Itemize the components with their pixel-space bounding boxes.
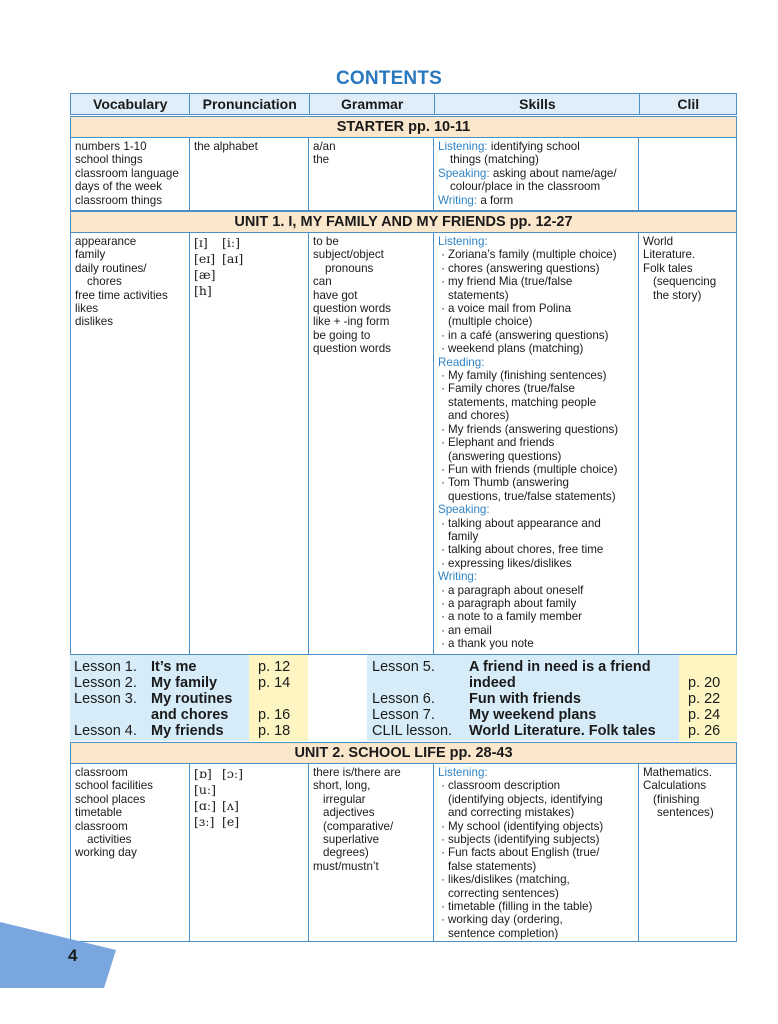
clil-item: Calculations — [643, 779, 707, 793]
bullet-icon: · — [441, 248, 445, 262]
lesson-label: Lesson 7. — [372, 707, 435, 723]
lesson-title: World Literature. Folk tales — [469, 723, 656, 739]
skill-text: questions, true/false statements) — [448, 489, 616, 503]
reading-label: Reading: — [438, 355, 485, 369]
page-number: 4 — [68, 946, 78, 965]
lesson-label: Lesson 5. — [372, 659, 435, 675]
vocab-item: days of the week — [75, 180, 163, 194]
clil-item: (sequencing — [653, 275, 717, 289]
lesson-title: Fun with friends — [469, 691, 581, 707]
skill-text: chores (answering questions) — [448, 261, 600, 275]
clil-item: World — [643, 235, 674, 248]
vocab-item: likes — [75, 302, 99, 316]
bullet-icon: · — [441, 382, 445, 396]
grammar-item: can — [313, 275, 332, 289]
lesson-title: My friends — [151, 723, 224, 739]
vocab-item: classroom — [75, 819, 128, 833]
lesson-page: p. 18 — [258, 723, 291, 739]
skill-text: classroom description — [448, 779, 561, 793]
skill-text: and correcting mistakes) — [448, 806, 575, 820]
grammar-item: a/an — [313, 140, 336, 153]
lesson-page: p. 20 — [688, 675, 721, 691]
phoneme: [h] — [194, 283, 212, 298]
skill-text: a note to a family member — [448, 610, 583, 624]
lesson-page: p. 12 — [258, 659, 291, 675]
skill-text: subjects (identifying subjects) — [448, 833, 600, 847]
lesson-label: Lesson 4. — [74, 723, 137, 739]
vocab-item: classroom language — [75, 166, 179, 180]
speaking-label: Speaking: — [438, 503, 490, 517]
pron-item: the alphabet — [194, 140, 258, 153]
lesson-title: My weekend plans — [469, 707, 597, 723]
lesson-label: CLIL lesson. — [372, 723, 453, 739]
vocab-item: school things — [75, 153, 143, 167]
skill-text: (identifying objects, identifying — [448, 792, 603, 806]
clil-item: Mathematics. — [643, 766, 712, 779]
clil-item: the story) — [653, 288, 702, 302]
skill-text: a paragraph about oneself — [448, 583, 584, 597]
skill-text: Family chores (true/false — [448, 382, 575, 396]
lesson-label: Lesson 1. — [74, 659, 137, 675]
bullet-icon: · — [441, 596, 445, 610]
header-grammar: Grammar — [310, 94, 435, 114]
bullet-icon: · — [441, 476, 445, 490]
vocab-item: school facilities — [75, 779, 153, 793]
starter-skills — [434, 138, 639, 210]
bullet-icon: · — [441, 302, 445, 316]
clil-item: Folk tales — [643, 261, 693, 275]
skill-text: false statements) — [448, 859, 537, 873]
grammar-item: pronouns — [325, 261, 374, 275]
skill-text: in a café (answering questions) — [448, 328, 609, 342]
vocab-item: school places — [75, 792, 146, 806]
bullet-icon: · — [441, 369, 445, 383]
clil-item: sentences) — [657, 806, 714, 820]
unit1-pronunciation — [190, 233, 309, 654]
bullet-icon: · — [441, 623, 445, 637]
header-clil: Clil — [677, 96, 700, 112]
unit2-vocabulary — [71, 764, 190, 941]
lesson-title: It’s me — [151, 659, 197, 675]
skill-text: my friend Mia (true/false — [448, 275, 573, 289]
grammar-item: the — [313, 153, 330, 167]
bullet-icon: · — [441, 873, 445, 887]
clil-item: Literature. — [643, 248, 696, 262]
lesson-title: My family — [151, 675, 218, 691]
skill-text: (multiple choice) — [448, 315, 533, 329]
unit1-clil — [639, 233, 735, 654]
vocab-item: family — [75, 248, 106, 262]
header-pronunciation: Pronunciation — [190, 94, 309, 114]
unit1-band: UNIT 1. I, MY FAMILY AND MY FRIENDS pp. 12-27 — [70, 211, 737, 233]
lesson-label: Lesson 6. — [372, 691, 435, 707]
lesson-page: p. 22 — [688, 691, 721, 707]
skill-text: statements, matching people — [448, 395, 597, 409]
grammar-item: must/mustn’t — [313, 859, 379, 873]
skill-text: family — [448, 529, 479, 543]
skill-text: things (matching) — [450, 153, 539, 167]
grammar-item: there is/there are — [313, 766, 401, 779]
starter-row — [70, 138, 737, 211]
bullet-icon: · — [441, 833, 445, 847]
vocab-item: numbers 1-10 — [75, 140, 147, 153]
lesson-page: p. 16 — [258, 707, 291, 723]
phoneme: [e] — [222, 814, 240, 829]
bullet-icon: · — [441, 779, 445, 793]
starter-clil — [639, 138, 735, 210]
grammar-item: to be — [313, 235, 339, 248]
bullet-icon: · — [441, 422, 445, 436]
skill-text: talking about appearance and — [448, 516, 601, 530]
unit1-vocabulary — [71, 233, 190, 654]
grammar-item: degrees) — [323, 846, 369, 860]
unit2-skills — [434, 764, 639, 941]
vocab-item: activities — [87, 833, 132, 847]
vocab-item: daily routines/ — [75, 261, 147, 275]
unit2-clil — [639, 764, 735, 941]
skill-text: sentence completion) — [448, 926, 559, 940]
bullet-icon: · — [441, 846, 445, 860]
table-header — [70, 93, 737, 115]
bullet-icon: · — [441, 328, 445, 342]
grammar-item: be going to — [313, 328, 371, 342]
vocab-item: dislikes — [75, 315, 114, 329]
speaking-label: Speaking: — [438, 166, 490, 180]
unit2-row — [70, 764, 737, 942]
phoneme: [ɔː] — [222, 766, 243, 781]
bullet-icon: · — [441, 900, 445, 914]
listening-label: Listening: — [438, 235, 488, 248]
bullet-icon: · — [441, 275, 445, 289]
starter-pronunciation — [190, 138, 309, 210]
grammar-item: question words — [313, 302, 391, 316]
unit1-grammar — [309, 233, 434, 654]
skill-text: correcting sentences) — [448, 886, 559, 900]
starter-band: STARTER pp. 10-11 — [70, 116, 737, 138]
vocab-item: classroom things — [75, 193, 162, 207]
unit1-skills — [434, 233, 639, 654]
phoneme: [ɒ] — [194, 766, 212, 781]
clil-item: (finishing — [653, 792, 700, 806]
phoneme: [ɪ] — [194, 235, 208, 250]
skill-text: colour/place in the classroom — [450, 180, 601, 194]
grammar-item: subject/object — [313, 248, 384, 262]
skill-text: Zoriana’s family (multiple choice) — [448, 248, 617, 262]
unit1-lessons — [70, 655, 737, 741]
grammar-item: short, long, — [313, 779, 371, 793]
bullet-icon: · — [441, 543, 445, 557]
grammar-item: question words — [313, 342, 391, 356]
phoneme: [eɪ] — [194, 251, 216, 266]
listening-label: Listening: — [438, 140, 488, 153]
bullet-icon: · — [441, 556, 445, 570]
skill-text: Fun facts about English (true/ — [448, 846, 600, 860]
header-skills: Skills — [435, 94, 640, 114]
grammar-item: (comparative/ — [323, 819, 394, 833]
phoneme: [ɜː] — [194, 814, 215, 829]
lesson-page: p. 14 — [258, 675, 291, 691]
phoneme: [ʌ] — [222, 798, 239, 813]
lesson-page: p. 26 — [688, 723, 721, 739]
bullet-icon: · — [441, 819, 445, 833]
bullet-icon: · — [441, 913, 445, 927]
lesson-label: Lesson 3. — [74, 691, 137, 707]
phoneme: [iː] — [222, 235, 240, 250]
unit2-pronunciation — [190, 764, 309, 941]
skill-text: expressing likes/dislikes — [448, 556, 572, 570]
vocab-item: chores — [87, 275, 122, 289]
starter-grammar — [309, 138, 434, 210]
writing-label: Writing: — [438, 570, 478, 584]
grammar-item: superlative — [323, 833, 380, 847]
skill-text: identifying school — [490, 140, 580, 153]
lesson-title-cont: and chores — [151, 707, 229, 723]
skill-text: Tom Thumb (answering — [448, 476, 569, 490]
skill-text: My family (finishing sentences) — [448, 369, 607, 383]
skill-text: an email — [448, 623, 492, 637]
unit2-grammar — [309, 764, 434, 941]
lesson-label: Lesson 2. — [74, 675, 137, 691]
vocab-item: appearance — [75, 235, 137, 248]
lesson-title-cont: indeed — [469, 675, 516, 691]
page-corner-tab — [0, 922, 116, 988]
vocab-item: classroom — [75, 766, 128, 779]
lesson-page: p. 24 — [688, 707, 721, 723]
grammar-item: irregular — [323, 792, 366, 806]
listening-label: Listening: — [438, 766, 488, 779]
vocab-item: free time activities — [75, 288, 168, 302]
skill-text: likes/dislikes (matching, — [448, 873, 570, 887]
page-title: CONTENTS — [335, 68, 443, 89]
skill-text: a form — [480, 193, 514, 207]
bullet-icon: · — [441, 637, 445, 651]
phoneme: [uː] — [194, 782, 217, 797]
bullet-icon: · — [441, 583, 445, 597]
phoneme: [æ] — [194, 267, 216, 282]
bullet-icon: · — [441, 610, 445, 624]
skill-text: weekend plans (matching) — [448, 342, 584, 356]
skill-text: talking about chores, free time — [448, 543, 604, 557]
skill-text: asking about name/age/ — [492, 166, 617, 180]
bullet-icon: · — [441, 261, 445, 275]
phoneme: [aɪ] — [222, 251, 244, 266]
header-vocabulary: Vocabulary — [71, 94, 190, 114]
unit2-band: UNIT 2. SCHOOL LIFE pp. 28-43 — [70, 742, 737, 764]
skill-text: My school (identifying objects) — [448, 819, 604, 833]
skill-text: Elephant and friends — [448, 436, 555, 450]
skill-text: statements) — [448, 288, 509, 302]
bullet-icon: · — [441, 462, 445, 476]
bullet-icon: · — [441, 436, 445, 450]
skill-text: (answering questions) — [448, 449, 562, 463]
skill-text: timetable (filling in the table) — [448, 900, 593, 914]
grammar-item: adjectives — [323, 806, 375, 820]
skill-text: and chores) — [448, 409, 510, 423]
writing-label: Writing: — [438, 193, 478, 207]
bullet-icon: · — [441, 342, 445, 356]
skill-text: Fun with friends (multiple choice) — [448, 462, 618, 476]
skill-text: My friends (answering questions) — [448, 422, 619, 436]
bullet-icon: · — [441, 516, 445, 530]
unit1-row — [70, 233, 737, 655]
skill-text: a voice mail from Polina — [448, 302, 572, 316]
grammar-item: like + -ing form — [313, 315, 390, 329]
phoneme: [ɑː] — [194, 798, 216, 813]
skill-text: a thank you note — [448, 637, 534, 651]
lesson-title: A friend in need is a friend — [469, 659, 651, 675]
grammar-item: have got — [313, 288, 358, 302]
skill-text: a paragraph about family — [448, 596, 577, 610]
vocab-item: working day — [75, 846, 137, 860]
vocab-item: timetable — [75, 806, 123, 820]
starter-vocabulary — [71, 138, 190, 210]
skill-text: working day (ordering, — [448, 913, 563, 927]
lesson-title: My routines — [151, 691, 233, 707]
